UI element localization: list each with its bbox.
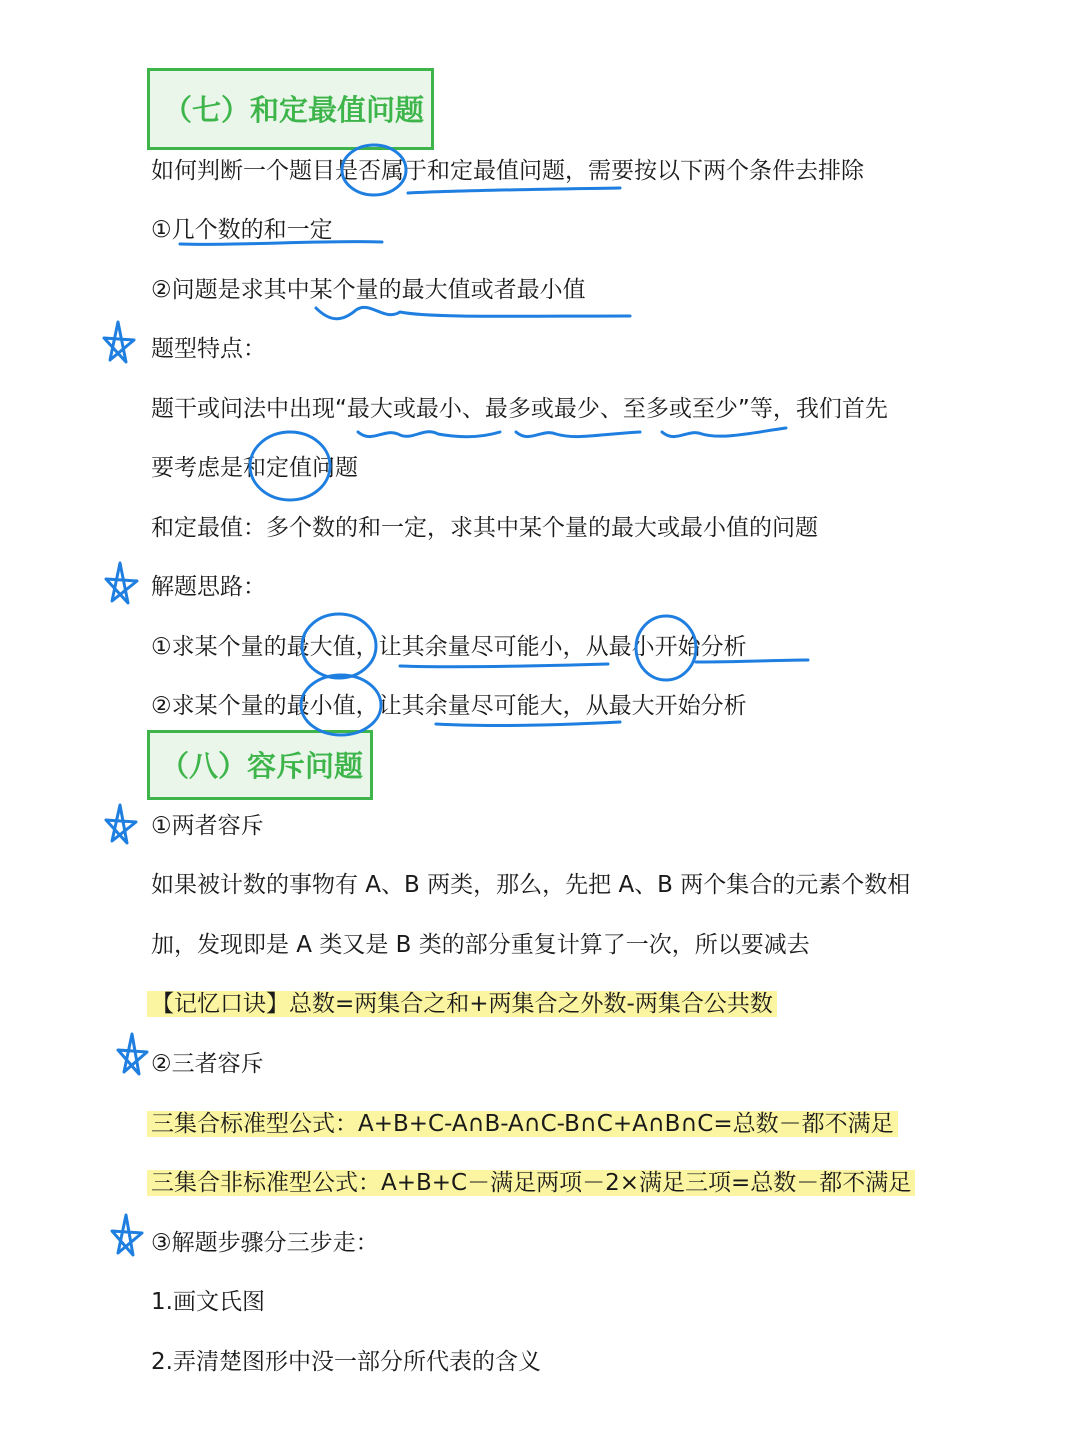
ink-underline (662, 428, 786, 437)
section-heading-7: （七）和定最值问题 (163, 93, 425, 127)
text-line: 题干或问法中出现“最大或最小、最多或最少、至多或至少”等，我们首先 (151, 396, 888, 422)
text-line: ②三者容斥 (151, 1051, 264, 1077)
text-line: ②求某个量的最小值，让其余量尽可能大，从最大开始分析 (151, 693, 747, 719)
section-heading-8: （八）容斥问题 (160, 749, 364, 783)
ink-underline (400, 664, 608, 667)
ink-underline (408, 188, 620, 193)
ink-underline (358, 432, 500, 437)
text-line: 和定最值：多个数的和一定，求其中某个量的最大或最小值的问题 (151, 515, 818, 541)
text-line: 2.弄清楚图形中没一部分所代表的含义 (151, 1349, 541, 1375)
star-icon (106, 805, 136, 843)
text-line: 如果被计数的事物有 A、B 两类，那么，先把 A、B 两个集合的元素个数相 (151, 872, 911, 898)
text-line: ①两者容斥 (151, 813, 264, 839)
ink-underline (516, 432, 640, 437)
text-line: 1.画文氏图 (151, 1289, 265, 1315)
star-icon (104, 322, 134, 362)
text-line: 题型特点： (151, 336, 266, 362)
highlighted-line (151, 1166, 915, 1200)
text-line: ①求某个量的最大值，让其余量尽可能小，从最小开始分析 (151, 634, 747, 660)
ink-underline (316, 307, 630, 318)
text-line: 如何判断一个题目是否属于和定最值问题，需要按以下两个条件去排除 (151, 158, 864, 184)
standard-formula: 三集合标准型公式：A+B+C-A∩B-A∩C-B∩C+A∩B∩C=总数－都不满足 (147, 1111, 898, 1137)
text-line: 解题思路： (151, 574, 266, 600)
memory-formula: 【记忆口诀】总数=两集合之和+两集合之外数-两集合公共数 (147, 991, 777, 1017)
highlighted-line (151, 1107, 898, 1141)
text-line: 要考虑是和定值问题 (151, 455, 358, 481)
text-line: ①几个数的和一定 (151, 217, 333, 243)
text-line: ②问题是求其中某个量的最大值或者最小值 (151, 277, 586, 303)
star-icon (106, 563, 137, 603)
star-icon (118, 1034, 147, 1074)
text-line: 加，发现即是 A 类又是 B 类的部分重复计算了一次，所以要减去 (151, 932, 810, 958)
star-icon (112, 1215, 142, 1255)
nonstandard-formula: 三集合非标准型公式：A+B+C－满足两项－2×满足三项=总数－都不满足 (147, 1170, 915, 1196)
highlighted-line (151, 987, 777, 1021)
text-line: ③解题步骤分三步走： (151, 1230, 379, 1256)
